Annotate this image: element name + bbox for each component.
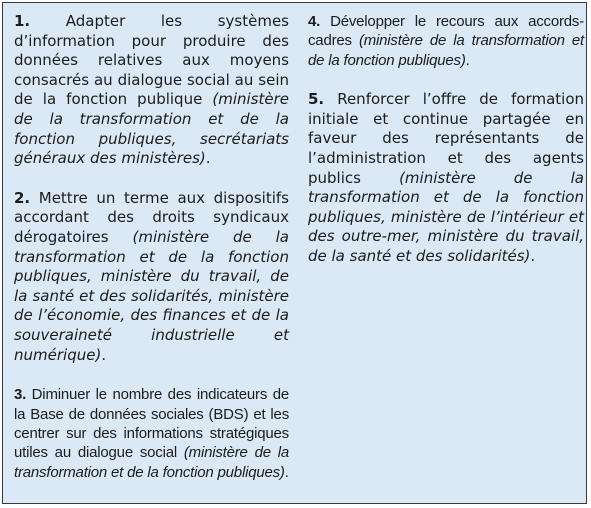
recommendation-end: . bbox=[101, 345, 107, 364]
recommendation-number: 2. bbox=[14, 188, 31, 207]
recommendation-text: Diminuer le nombre des indicateurs de la Base de données sociales (BDS) et les centrer sur des informations stratégiques utiles au dialogue social bbox=[14, 386, 289, 462]
recommendation-ministries: (ministère de la transformation et de la fonction publiques, ministère du travail, de la santé et des solidarités, ministère de l’économie, des finances et de la souveraineté industrielle et numérique) bbox=[14, 227, 289, 364]
recommendation-4 bbox=[308, 12, 584, 70]
recommendation-number: 5. bbox=[308, 90, 325, 109]
recommendation-number: 3. bbox=[14, 386, 27, 404]
recommendation-3 bbox=[14, 385, 289, 482]
left-column bbox=[14, 12, 289, 482]
recommendation-2 bbox=[14, 189, 289, 365]
recommendation-end: . bbox=[465, 51, 470, 69]
recommendation-5 bbox=[308, 90, 584, 266]
recommendation-text: Renforcer l’offre de formation initiale et continue partagée en faveur des représentants de l’administration et des agents publics bbox=[308, 90, 584, 187]
recommendation-text: Mettre un terme aux dispositifs accordant des droits syndicaux dérogatoires bbox=[14, 188, 289, 246]
recommendation-number: 1. bbox=[14, 12, 31, 30]
recommendation-end: . bbox=[284, 463, 289, 481]
recommendation-text: Adapter les systèmes d’information pour produire des données relatives aux moyens consacrés au dialogue social au sein de la fonction publique bbox=[14, 12, 289, 109]
recommendations-box bbox=[2, 2, 587, 504]
recommendation-ministries: (ministère de la transformation et de la fonction publiques, secrétariats généraux des ministères) bbox=[14, 90, 289, 168]
recommendation-ministries: (ministère de la transformation et de la fonction publiques, ministère de l’intérieur et des outre-mer, ministère du travail, de la santé et des solidarités) bbox=[308, 168, 585, 265]
recommendation-number: 4. bbox=[308, 13, 321, 30]
recommendation-ministries: (ministère de la transformation et de la fonction publiques) bbox=[308, 32, 584, 69]
recommendation-ministries: (ministère de la transformation et de la fonction publiques) bbox=[14, 444, 290, 481]
recommendation-end: . bbox=[205, 149, 211, 168]
recommendation-text: Développer le recours aux accords-cadres bbox=[308, 13, 584, 50]
recommendation-end: . bbox=[530, 246, 536, 265]
right-column bbox=[308, 12, 584, 267]
recommendation-1 bbox=[14, 12, 289, 169]
